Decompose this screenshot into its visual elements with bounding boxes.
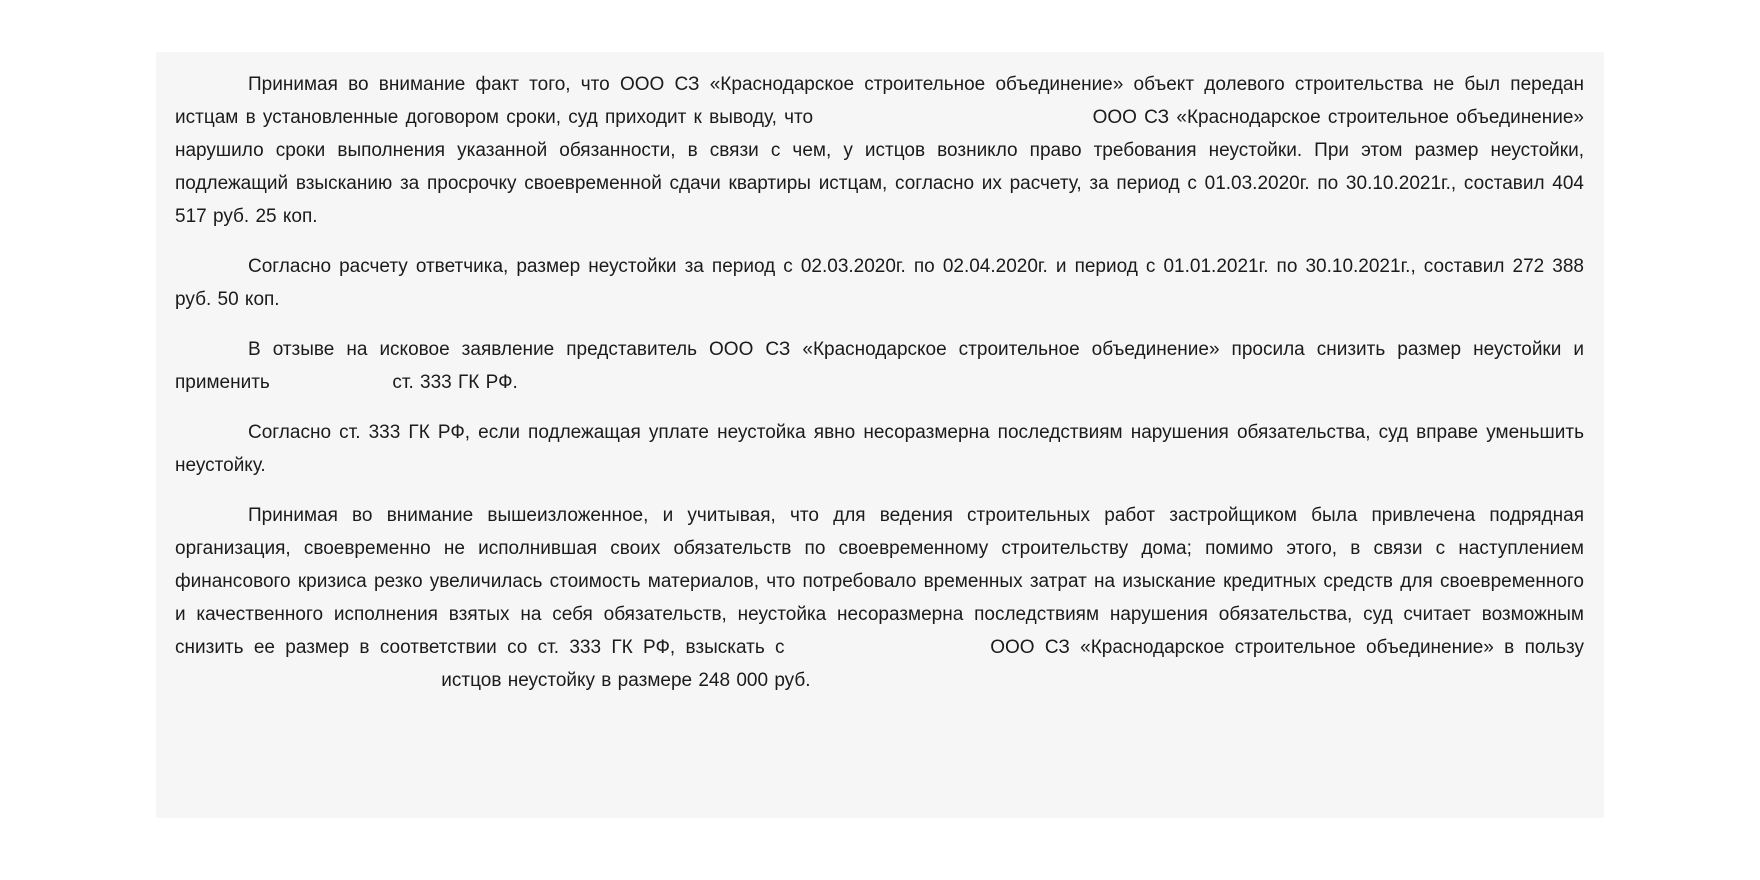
paragraph	[175, 68, 1584, 233]
text-segment: ООО СЗ «Краснодарское строительное объединение» нарушило сроки выполнения указанной обязанности, в связи с чем, у истцов возникло право требования неустойки. При этом размер неустойки, подлежащий взысканию за просрочку своевременной сдачи квартиры истцам, согласно их расчету, за период с 01.03.2020г. по 30.10.2021г., составил 404 517 руб. 25 коп.	[175, 107, 1584, 227]
redacted-name-gap	[820, 122, 1085, 123]
paragraph	[175, 499, 1584, 697]
text-segment: Принимая во внимание факт того, что ООО СЗ «Краснодарское строительное объединение» объект долевого строительства не был передан истцам в установленные договором сроки, суд приходит к выводу, что	[175, 74, 1584, 128]
redacted-name-gap	[276, 387, 386, 388]
text-segment: ст. 333 ГК РФ.	[392, 372, 518, 393]
text-segment: ООО СЗ «Краснодарское строительное объединение» в пользу	[990, 637, 1584, 658]
text-segment: В отзыве на исковое заявление представитель ООО СЗ «Краснодарское строительное объединение» просила снизить размер неустойки и применить	[175, 339, 1584, 393]
text-segment: Согласно расчету ответчика, размер неустойки за период с 02.03.2020г. по 02.04.2020г. и период с 01.01.2021г. по 30.10.2021г., составил 272 388 руб. 50 коп.	[175, 256, 1584, 310]
paragraph	[175, 250, 1584, 316]
text-segment: истцов неустойку в размере 248 000 руб.	[441, 670, 811, 691]
text-segment: Согласно ст. 333 ГК РФ, если подлежащая уплате неустойка явно несоразмерна последствиям нарушения обязательства, суд вправе уменьшить неустойку.	[175, 422, 1584, 476]
document-page	[156, 52, 1604, 818]
redacted-name-gap	[175, 685, 435, 686]
redacted-name-gap	[795, 652, 980, 653]
document-body	[175, 68, 1584, 697]
paragraph	[175, 333, 1584, 399]
paragraph	[175, 416, 1584, 482]
text-segment: Принимая во внимание вышеизложенное, и учитывая, что для ведения строительных работ застройщиком была привлечена подрядная организация, своевременно не исполнившая своих обязательств по своевременному строительству дома; помимо этого, в связи с наступлением финансового кризиса резко увеличилась стоимость материалов, что потребовало временных затрат на изыскание кредитных средств для своевременного и качественного исполнения взятых на себя обязательств, неустойка несоразмерна последствиям нарушения обязательства, суд считает возможным снизить ее размер в соответствии со ст. 333 ГК РФ, взыскать с	[175, 505, 1584, 658]
